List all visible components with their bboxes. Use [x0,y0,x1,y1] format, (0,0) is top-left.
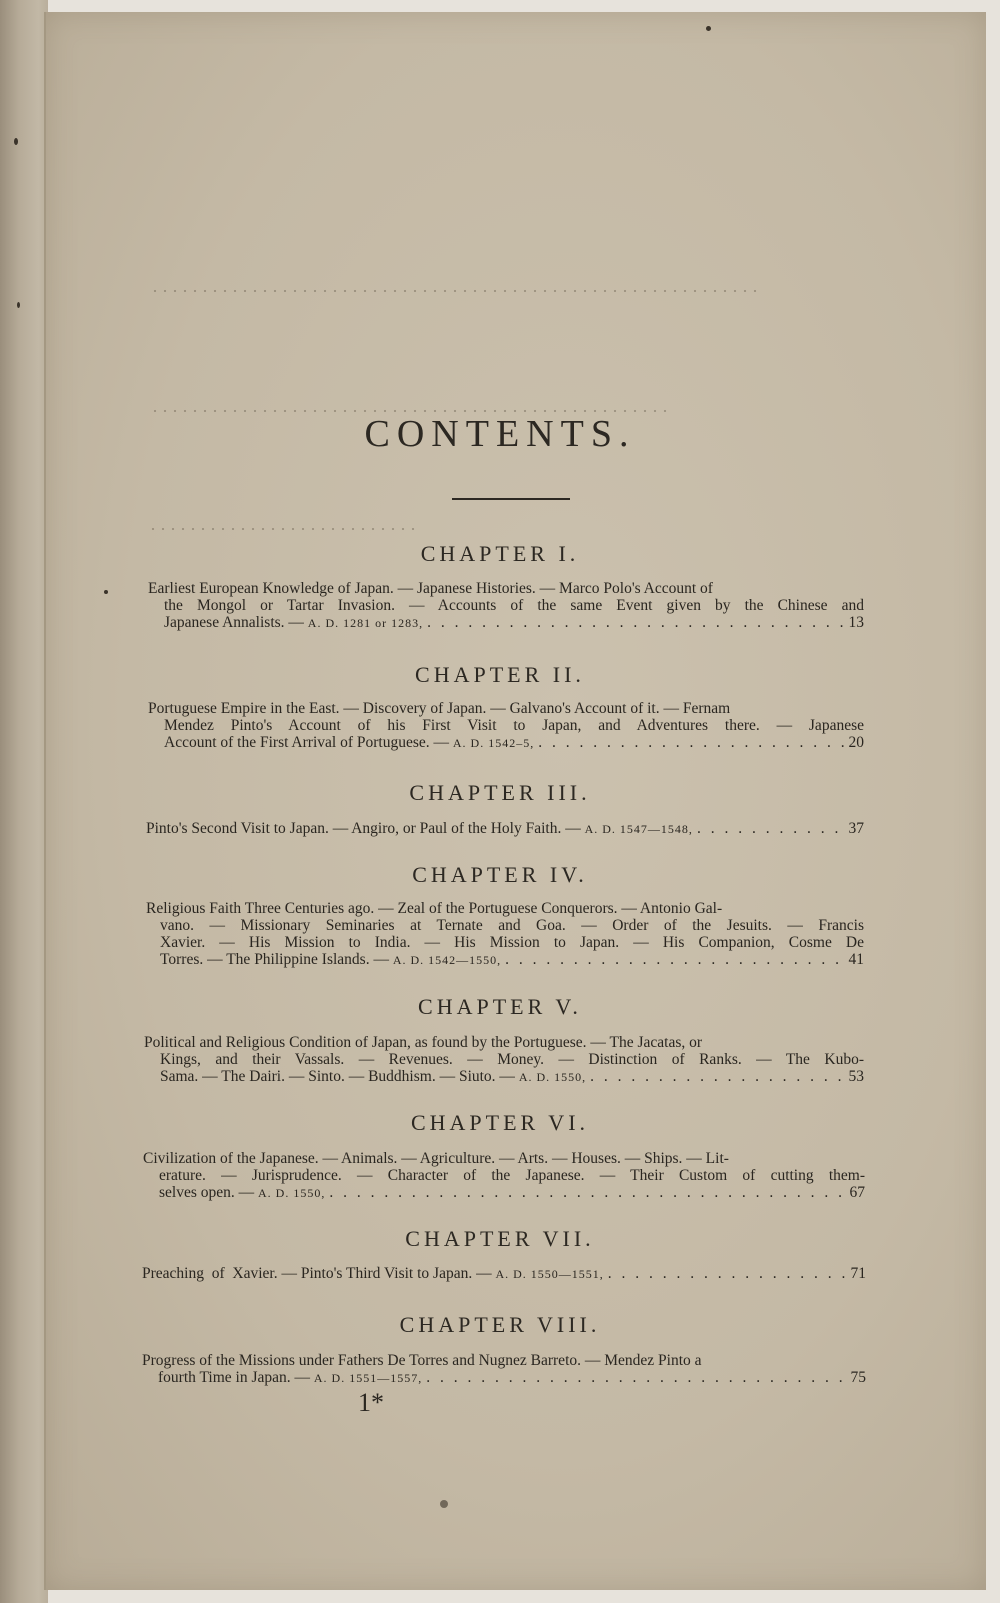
dot-leader [422,1369,850,1386]
entry-line: Account of the First Arrival of Portuguese. — [164,734,449,751]
entry-date: A. D. 1550, [258,1186,326,1200]
toc-entry [144,1034,864,1086]
entry-line: erature. — Jurisprudence. — Character of the Japanese. — Their Custom of cutting them- [159,1167,865,1184]
entry-line: the Mongol or Tartar Invasion. — Accounts of the same Event given by the Chinese and [164,597,864,614]
toc-entry [143,1150,865,1202]
entry-last-line [148,614,864,632]
page-number: 20 [848,734,864,751]
toc-entry [148,700,864,752]
entry-line: Civilization of the Japanese. — Animals. — Agriculture. — Arts. — Houses. — Ships. — Lit- [143,1150,729,1167]
entry-last-line [148,734,864,752]
toc-entry [146,900,864,969]
dot-leader [423,614,848,631]
chapter-heading: CHAPTER II. [415,662,585,687]
entry-last-line [142,1265,866,1283]
dot-leader [586,1068,848,1085]
page-number: 37 [848,820,864,837]
dot-leader [325,1184,849,1201]
chapter-heading: CHAPTER VIII. [399,1312,601,1337]
entry-date: A. D. 1547—1548, [584,822,693,836]
entry-line: vano. — Missionary Seminaries at Ternate and Goa. — Order of the Jesuits. — Francis [160,917,864,934]
signature-mark: 1* [358,1388,384,1417]
dot-leader [693,820,849,837]
chapter-heading: CHAPTER III. [409,780,591,805]
entry-last-line [146,951,864,969]
ink-speck [104,590,108,594]
entry-line: Mendez Pinto's Account of his First Visit to Japan, and Adventures there. — Japanese [164,717,864,734]
entry-line: Kings, and their Vassals. — Revenues. — Money. — Distinction of Ranks. — The Kubo- [160,1051,864,1068]
toc-entry [142,1352,866,1387]
toc-entry [148,580,864,632]
chapter-heading: CHAPTER VII. [405,1226,595,1251]
entry-date: A. D. 1542–5, [452,736,535,750]
entry-date: A. D. 1281 or 1283, [307,616,424,630]
show-through-dots [148,528,418,530]
entry-line: Earliest European Knowledge of Japan. — Japanese Histories. — Marco Polo's Account of [148,580,713,597]
entry-last-line [146,820,864,838]
page-number: 67 [849,1184,865,1201]
entry-line: Portuguese Empire in the East. — Discovery of Japan. — Galvano's Account of it. — Fernam [148,700,731,717]
entry-last-line [143,1184,865,1202]
title-rule [452,498,570,500]
page-number: 71 [850,1265,866,1282]
dot-leader [604,1265,851,1282]
ink-speck [14,138,18,145]
chapter-heading: CHAPTER V. [418,994,582,1019]
entry-line: Preaching of Xavier. — Pinto's Third Visit to Japan. — [142,1265,492,1282]
dot-leader [501,951,848,968]
chapter-heading: CHAPTER VI. [410,1110,590,1135]
entry-last-line [142,1369,866,1387]
entry-line: Sama. — The Dairi. — Sinto. — Buddhism. — Siuto. — [160,1068,515,1085]
page-title: CONTENTS. [364,413,636,455]
chapter-heading: CHAPTER IV. [412,862,588,887]
entry-last-line [144,1068,864,1086]
entry-line: fourth Time in Japan. — [158,1369,310,1386]
dot-leader [534,734,848,751]
entry-date: A. D. 1551—1557, [313,1371,423,1385]
toc-entry [146,820,864,838]
entry-date: A. D. 1542—1550, [392,953,502,967]
toc-entry [142,1265,866,1283]
entry-date: A. D. 1550, [518,1070,587,1084]
page-number: 53 [848,1068,864,1085]
entry-date: A. D. 1550—1551, [495,1267,604,1281]
page-number: 41 [848,951,864,968]
entry-line: Japanese Annalists. — [164,614,304,631]
entry-line: selves open. — [159,1184,255,1201]
page-number: 75 [850,1369,866,1386]
page-number: 13 [848,614,864,631]
ink-speck [440,1500,448,1508]
entry-line: Pinto's Second Visit to Japan. — Angiro, or Paul of the Holy Faith. — [146,820,581,837]
entry-line: Progress of the Missions under Fathers De Torres and Nugnez Barreto. — Mendez Pinto a [142,1352,702,1369]
entry-line: Xavier. — His Mission to India. — His Mission to Japan. — His Companion, Cosme De [160,934,864,951]
entry-line: Torres. — The Philippine Islands. — [160,951,389,968]
ink-speck [706,26,711,31]
entry-line: Religious Faith Three Centuries ago. — Zeal of the Portuguese Conquerors. — Antonio Gal- [146,900,723,917]
entry-line: Political and Religious Condition of Japan, as found by the Portuguese. — The Jacatas, or [144,1034,703,1051]
chapter-heading: CHAPTER I. [420,541,580,566]
show-through-dots [150,290,760,292]
ink-speck [17,302,20,308]
